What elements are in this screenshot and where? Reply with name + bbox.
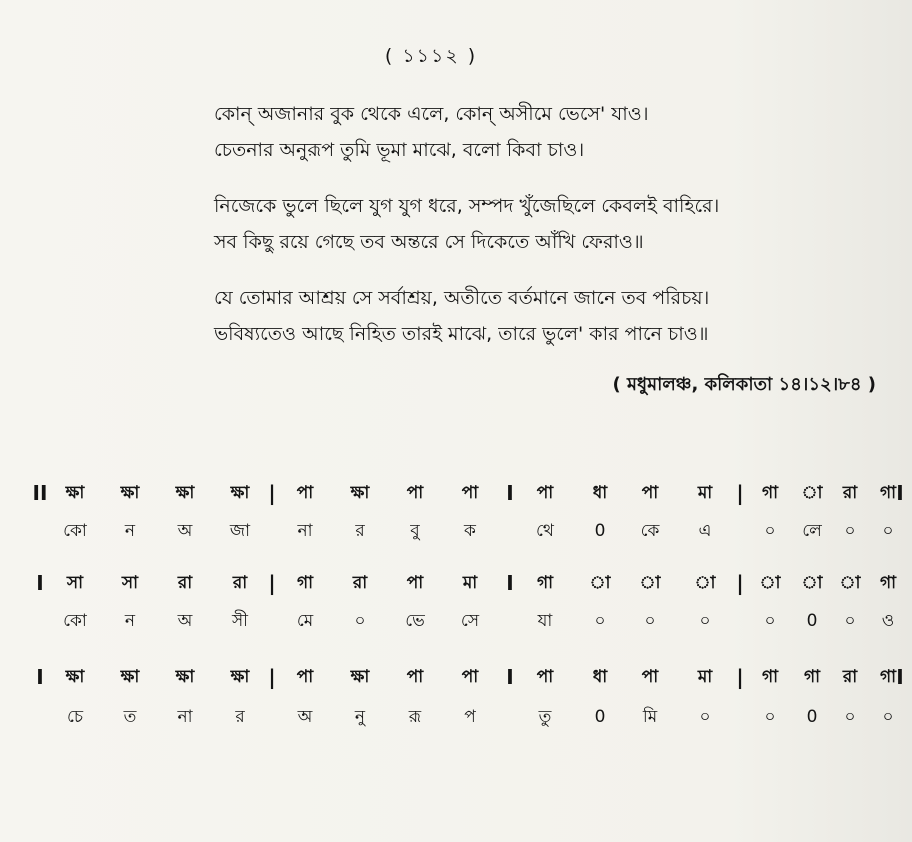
swara-note: পা: [406, 573, 424, 593]
swara-note: রা: [842, 483, 858, 503]
swara-note: পা: [296, 667, 314, 687]
bar-line: I: [506, 571, 514, 595]
lyric-syllable: ও: [881, 611, 895, 631]
lyric-syllable: 0: [806, 707, 818, 727]
swara-note: গা: [761, 483, 779, 503]
lyric-syllable: ০: [699, 707, 711, 727]
swara-note: গা: [879, 483, 897, 503]
lyric-syllable: নু: [354, 707, 366, 727]
verse-1: [214, 96, 894, 168]
swara-note: া: [589, 573, 611, 593]
lyric-syllable: এ: [698, 521, 712, 541]
lyric-syllable: ০: [844, 611, 856, 631]
lyric-syllable: যা: [537, 611, 553, 631]
lyric-syllable: সে: [460, 611, 480, 631]
lyric-syllable: না: [177, 707, 193, 727]
verse-line: নিজেকে ভুলে ছিলে যুগ যুগ ধরে, সম্পদ খুঁজেছিলে কেবলই বাহিরে।: [214, 195, 720, 217]
swara-note: া: [694, 573, 716, 593]
swara-note: া: [639, 573, 661, 593]
swara-note: ধা: [592, 483, 608, 503]
swara-note: রা: [232, 573, 248, 593]
swara-note: রা: [177, 573, 193, 593]
lyric-syllable: তু: [538, 707, 552, 727]
swara-note: ক্ষা: [350, 483, 370, 503]
swara-note: মা: [462, 573, 478, 593]
swara-note: মা: [697, 667, 713, 687]
verse-line: ভবিষ্যতেও আছে নিহিত তারই মাঝে, তারে ভুলে' কার পানে চাও॥: [214, 323, 709, 345]
lyric-syllable: না: [297, 521, 313, 541]
verse-line: চেতনার অনুরূপ তুমি ভূমা মাঝে, বলো কিবা চাও।: [214, 139, 585, 161]
lyric-syllable: কো: [63, 521, 87, 541]
swara-note: পা: [641, 483, 659, 503]
lyric-syllable: ০: [882, 521, 894, 541]
lyric-syllable: থে: [536, 521, 554, 541]
lyric-syllable: কো: [63, 611, 87, 631]
swara-note: গা: [761, 667, 779, 687]
song-number: ( ১১১২ ): [384, 45, 478, 67]
swara-note: ক্ষা: [175, 667, 195, 687]
swara-note: পা: [536, 483, 554, 503]
swara-note: সা: [66, 573, 84, 593]
lyric-syllable: চে: [66, 707, 84, 727]
swara-note: গা: [296, 573, 314, 593]
swara-note: পা: [536, 667, 554, 687]
swara-note: ক্ষা: [120, 667, 140, 687]
swara-note: পা: [461, 483, 479, 503]
lyric-syllable: অ: [177, 521, 193, 541]
notation-lyric-row: [0, 702, 912, 732]
lyric-syllable: ০: [882, 707, 894, 727]
swara-note: পা: [296, 483, 314, 503]
lyric-syllable: ক: [464, 521, 476, 541]
lyric-syllable: অ: [297, 707, 313, 727]
lyric-syllable: র: [235, 707, 245, 727]
swara-note: গা: [879, 573, 897, 593]
lyric-syllable: প: [464, 707, 476, 727]
swara-note: ধা: [592, 667, 608, 687]
bar-line: I: [896, 481, 904, 505]
lyric-syllable: 0: [594, 521, 606, 541]
notation-lyric-row: [0, 606, 912, 636]
bar-line: |: [268, 665, 276, 689]
lyric-syllable: ন: [124, 611, 136, 631]
swara-note: রা: [352, 573, 368, 593]
lyric-syllable: ন: [124, 521, 136, 541]
verse-line: কোন্ অজানার বুক থেকে এলে, কোন্ অসীমে ভেসে' যাও।: [214, 103, 649, 125]
lyric-syllable: মি: [642, 707, 658, 727]
swara-note: পা: [641, 667, 659, 687]
lyric-syllable: ভে: [405, 611, 425, 631]
bar-line: |: [736, 665, 744, 689]
notation-lyric-row: [0, 516, 912, 546]
verse-2: [214, 188, 894, 260]
lyric-syllable: 0: [594, 707, 606, 727]
swara-note: গা: [803, 667, 821, 687]
bar-line: I: [896, 665, 904, 689]
lyric-syllable: ০: [844, 521, 856, 541]
bar-line: I: [506, 481, 514, 505]
swara-note: মা: [697, 483, 713, 503]
bar-line: I: [506, 665, 514, 689]
verse-line: সব কিছু রয়ে গেছে তব অন্তরে সে দিকেতে আঁখি ফেরাও॥: [214, 231, 644, 253]
lyric-syllable: ০: [354, 611, 366, 631]
notation-swara-row: [0, 568, 912, 598]
swara-note: ক্ষা: [230, 667, 250, 687]
swara-note: গা: [879, 667, 897, 687]
notation-swara-row: [0, 478, 912, 508]
swara-note: ক্ষা: [350, 667, 370, 687]
verse-3: [214, 280, 894, 352]
lyric-syllable: মে: [296, 611, 314, 631]
bar-line: II: [32, 481, 48, 505]
swara-note: রা: [842, 667, 858, 687]
swara-note: া: [759, 573, 781, 593]
lyric-syllable: ত: [123, 707, 137, 727]
swara-note: া: [801, 483, 823, 503]
lyric-syllable: জা: [229, 521, 251, 541]
swara-note: সা: [121, 573, 139, 593]
bar-line: |: [268, 481, 276, 505]
lyric-syllable: সী: [231, 611, 249, 631]
swara-note: ক্ষা: [65, 483, 85, 503]
lyric-syllable: রূ: [408, 707, 422, 727]
lyric-syllable: ০: [594, 611, 606, 631]
lyric-syllable: লে: [802, 521, 822, 541]
swara-note: ক্ষা: [120, 483, 140, 503]
swara-note: পা: [406, 483, 424, 503]
lyric-syllable: অ: [177, 611, 193, 631]
lyric-syllable: র: [355, 521, 365, 541]
lyric-syllable: ০: [699, 611, 711, 631]
bar-line: I: [36, 665, 44, 689]
swara-note: পা: [406, 667, 424, 687]
lyric-syllable: বু: [410, 521, 420, 541]
verse-line: যে তোমার আশ্রয় সে সর্বাশ্রয়, অতীতে বর্তমানে জানে তব পরিচয়।: [214, 287, 710, 309]
lyric-syllable: ০: [764, 707, 776, 727]
swara-note: া: [839, 573, 861, 593]
lyric-syllable: ০: [764, 611, 776, 631]
swara-note: গা: [536, 573, 554, 593]
swara-note: পা: [461, 667, 479, 687]
bar-line: |: [736, 571, 744, 595]
swara-note: ক্ষা: [230, 483, 250, 503]
notation-swara-row: [0, 662, 912, 692]
swara-note: ক্ষা: [65, 667, 85, 687]
lyric-syllable: ০: [844, 707, 856, 727]
swara-note: ক্ষা: [175, 483, 195, 503]
bar-line: I: [36, 571, 44, 595]
composition-note: ( মধুমালঞ্চ, কলিকাতা ১৪।১২।৮৪ ): [612, 374, 876, 395]
lyric-syllable: ০: [764, 521, 776, 541]
lyric-syllable: 0: [806, 611, 818, 631]
bar-line: |: [736, 481, 744, 505]
lyric-syllable: কে: [640, 521, 660, 541]
swara-note: া: [801, 573, 823, 593]
bar-line: |: [268, 571, 276, 595]
lyric-syllable: ০: [644, 611, 656, 631]
